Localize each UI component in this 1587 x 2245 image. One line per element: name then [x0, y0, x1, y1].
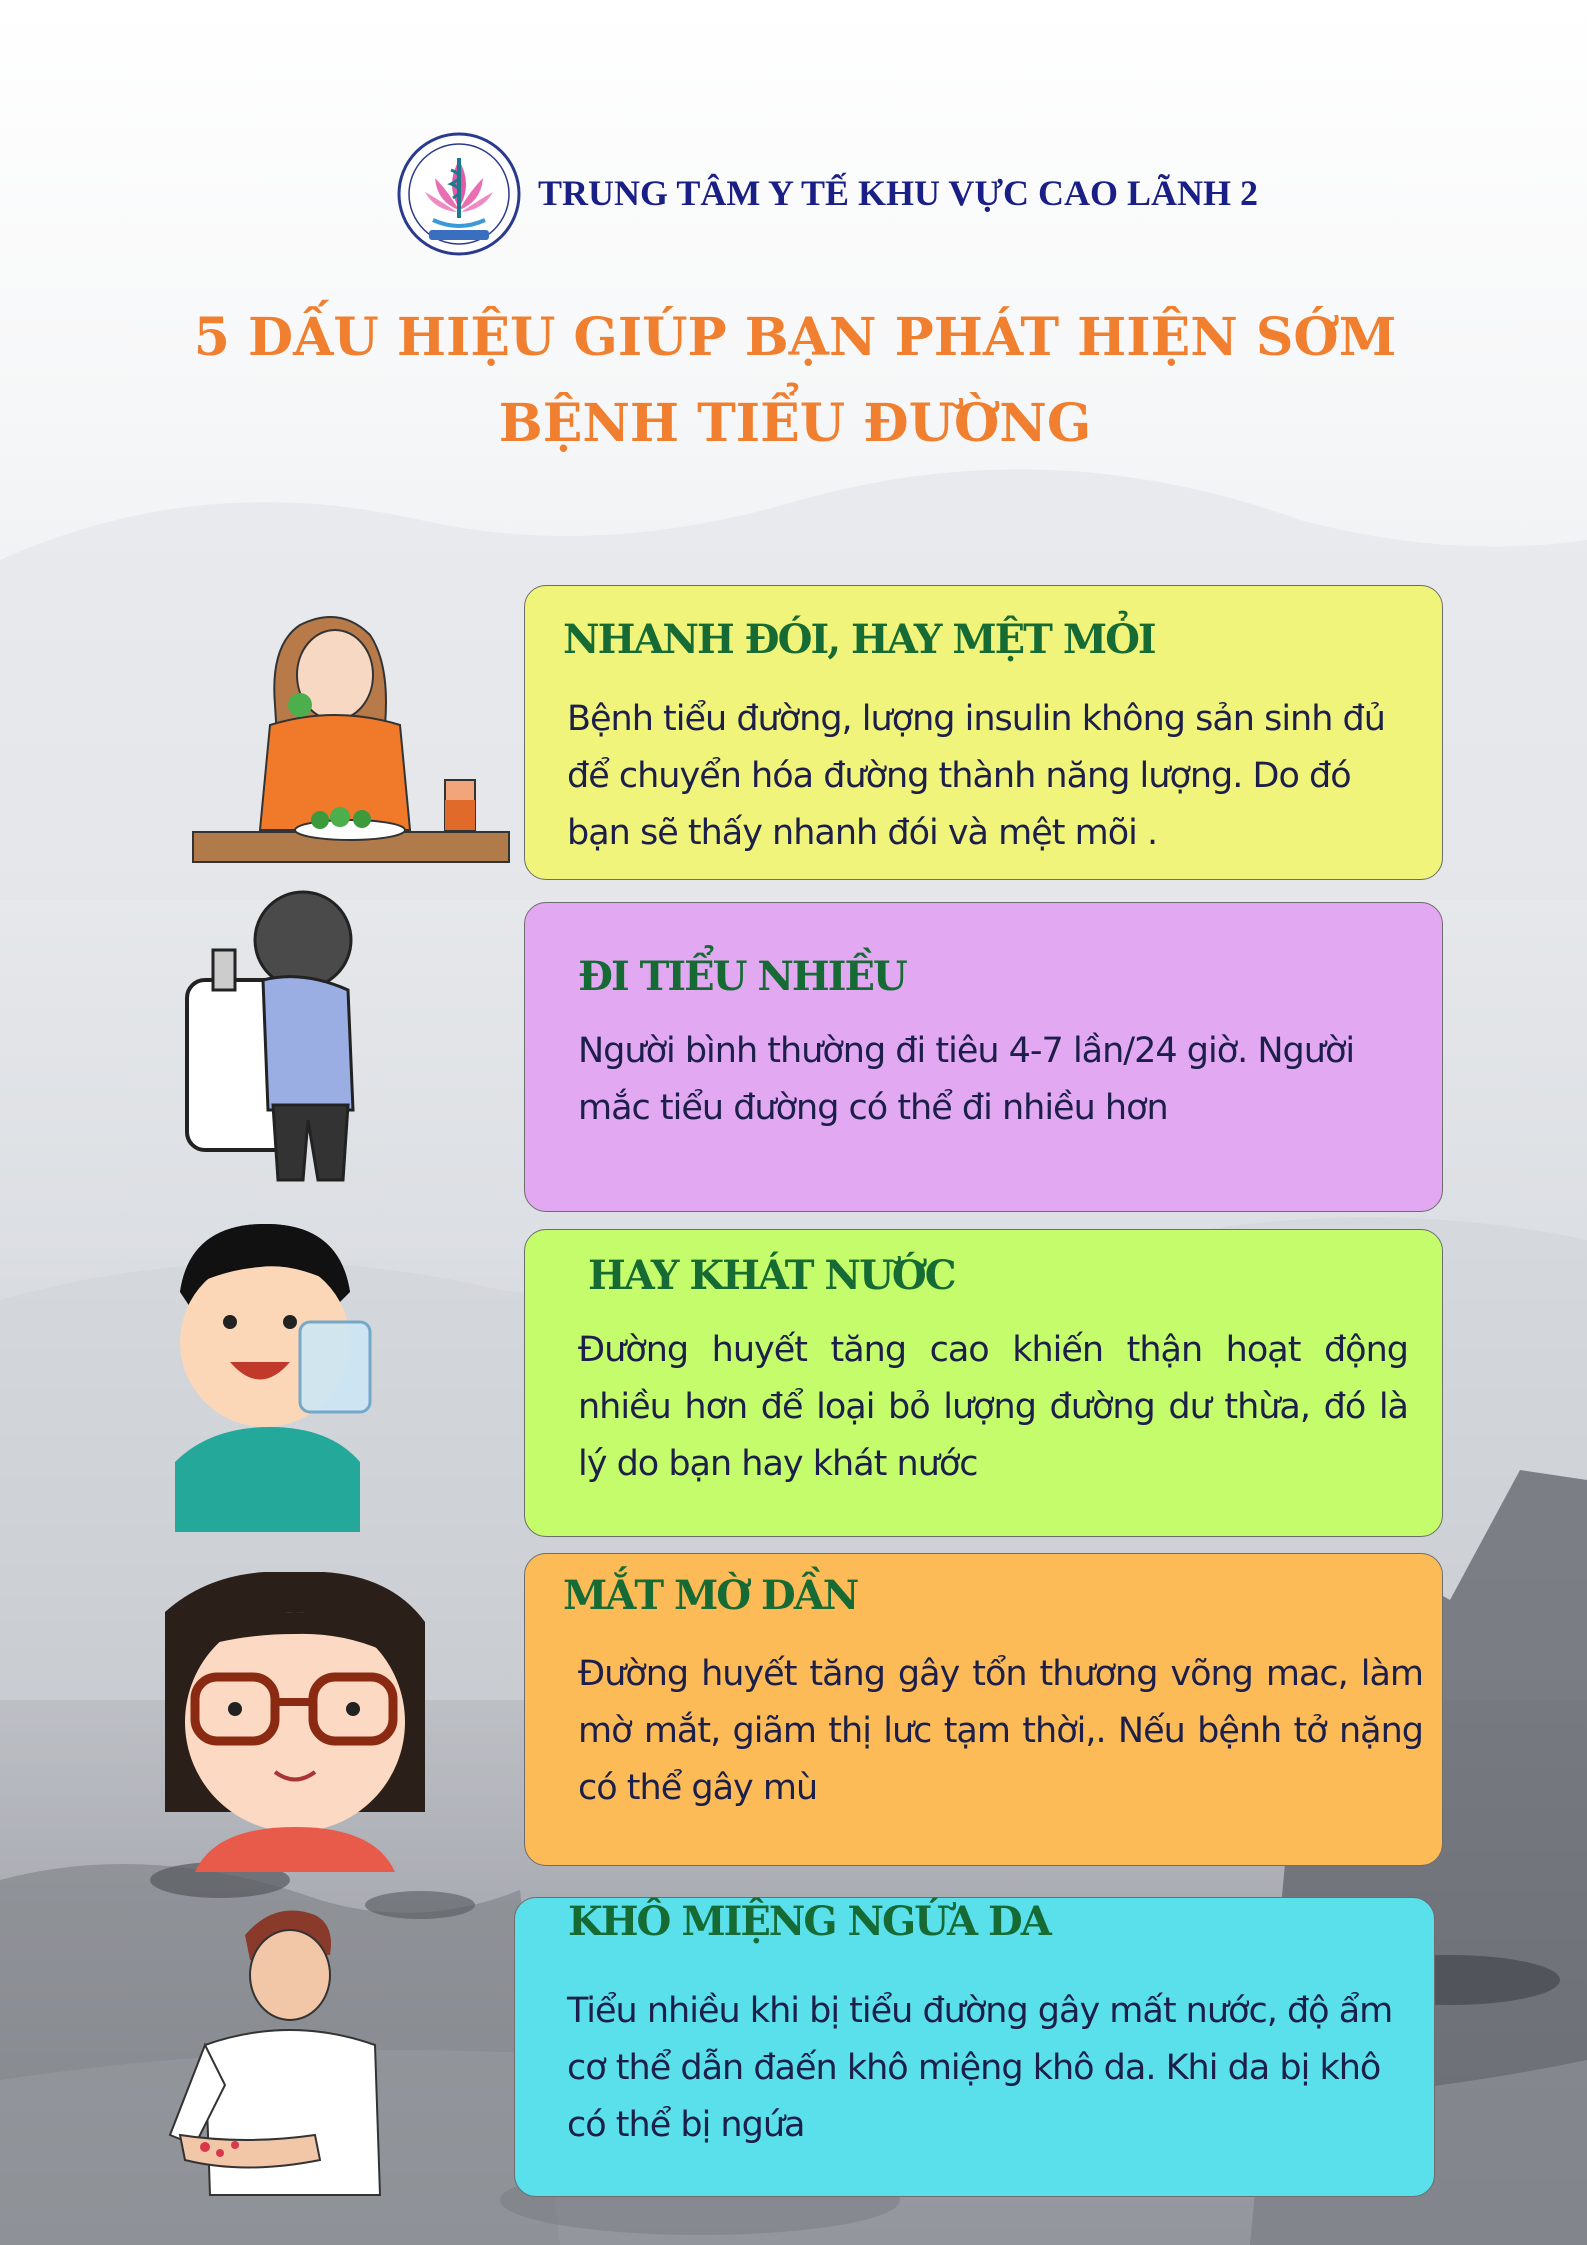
sign-card-2	[524, 902, 1443, 1212]
sign-heading: MẮT MỜ DẦN	[563, 1572, 858, 1619]
sign-body: Đường huyết tăng cao khiến thận hoạt động nhiều hơn để loại bỏ lượng đường dư thừa, đó là lý do bạn hay khát nước	[578, 1330, 1408, 1484]
sign-body: Tiểu nhiều khi bị tiểu đường gây mất nước, độ ẩm cơ thể dẫn đaến khô miệng khô da. Khi da bị khô có thể bị ngứa	[567, 1991, 1393, 2145]
header	[395, 130, 1259, 260]
sign-body: Đường huyết tăng gây tổn thương võng mac, làm mờ mắt, giãm thị lưc tạm thời,. Nếu bệnh tở nặng có thể gây mù	[578, 1654, 1423, 1808]
title-line-2: BỆNH TIỂU ĐƯỜNG	[498, 393, 1092, 454]
man-urinal-icon	[183, 880, 403, 1198]
sign-card-3	[524, 1229, 1443, 1537]
sign-heading: HAY KHÁT NƯỚC	[588, 1252, 955, 1299]
organization-name: TRUNG TÂM Y TẾ KHU VỰC CAO LÃNH 2	[538, 173, 1259, 213]
sign-heading: KHÔ MIỆNG NGỨA DA	[568, 1898, 1050, 1945]
sign-body: Bệnh tiểu đường, lượng insulin không sản sinh đủ để chuyển hóa đường thành năng lượng. Do đó bạn sẽ thấy nhanh đói và mệt mõi .	[567, 699, 1385, 853]
boy-drinking-icon	[160, 1212, 400, 1534]
sign-card-5	[514, 1897, 1435, 2197]
sign-body: Người bình thường đi tiêu 4-7 lần/24 giờ. Người mắc tiểu đường có thể đi nhiều hơn	[578, 1031, 1355, 1128]
woman-eating-icon	[190, 605, 512, 867]
title-line-1: 5 DẤU HIỆU GIÚP BẠN PHÁT HIỆN SỚM	[193, 307, 1397, 368]
hospital-logo	[395, 130, 523, 258]
sign-card-1	[524, 585, 1443, 880]
sign-heading: ĐI TIỂU NHIỀU	[578, 953, 906, 1000]
sign-card-4	[524, 1553, 1443, 1866]
sign-heading: NHANH ĐÓI, HAY MỆT MỎI	[563, 616, 1155, 663]
girl-glasses-icon	[155, 1572, 435, 1872]
man-itching-icon	[165, 1895, 425, 2215]
page-title	[150, 295, 1440, 467]
